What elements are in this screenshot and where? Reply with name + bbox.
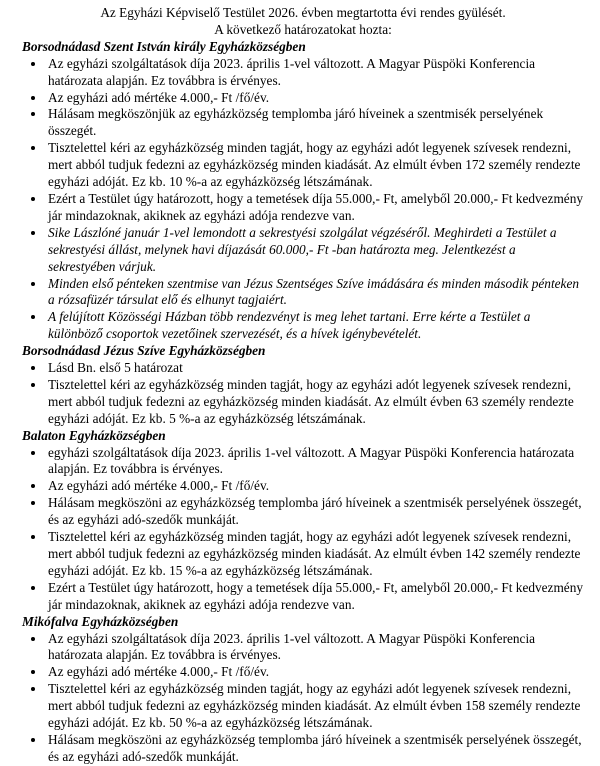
bullet-item: • A felújított Közösségi Házban több rendezvényt is meg lehet tartani. Erre kérte a Testület a különböző csoportok vezetőinek szervezését, és a hívek igénybevételét.: [46, 309, 584, 343]
section-heading: Borsodnádasd Jézus Szíve Egyházközségben: [22, 343, 266, 359]
bullet-item: • Ezért a Testület úgy határozott, hogy a temetések díja 55.000,- Ft, amelyből 20.000,- Ft kedvezmény jár mindazoknak, akiknek az egyházi adója rendezve van.: [46, 191, 584, 225]
bullet-item: • Tisztelettel kéri az egyházközség minden tagját, hogy az egyházi adót legyenek szívesek rendezni, mert abból tudjuk fedezni az egyházközség minden kiadását. Az elmúlt évben 158 személy rendezte egyházi adóját. Ez kb. 50 %-a az egyházközség létszámának.: [46, 681, 584, 732]
bullet-item: • Az egyházi adó mértéke 4.000,- Ft /fő/év.: [46, 90, 584, 107]
document-title: Az Egyházi Képviselő Testület 2026. évben megtartotta évi rendes gyülését.: [100, 5, 506, 20]
document-subtitle: A következő határozatokat hozta:: [214, 21, 392, 37]
bullet-item: • Az egyházi szolgáltatások díja 2023. április 1-vel változott. A Magyar Püspöki Konferencia határozata alapján. Ez továbbra is érvényes.: [46, 56, 584, 90]
bullet-list: [22, 360, 584, 428]
section-heading: Borsodnádasd Szent István király Egyházközségben: [22, 38, 306, 54]
bullet-item: • Hálásam megköszönjük az egyházközség templomba járó híveinek a szentmisék perselyének összegét.: [46, 106, 584, 140]
bullet-item: • Ezért a Testület úgy határozott, hogy a temetések díja 55.000,- Ft, amelyből 20.000,- Ft kedvezmény jár mindazoknak, akiknek az egyházi adója rendezve van.: [46, 580, 584, 614]
bullet-item: • Minden első pénteken szentmise van Jézus Szentséges Szíve imádására és minden második pénteken a rózsafüzér társulat elő és elhunyt tagjaiért.: [46, 276, 584, 310]
section-heading: Balaton Egyházközségben: [22, 427, 166, 443]
bullet-item: • Tisztelettel kéri az egyházközség minden tagját, hogy az egyházi adót legyenek szívesek rendezni, mert abból tudjuk fedezni az egyházközség minden kiadását. Az elmúlt évben 63 személy rendezte egyházi adóját. Ez kb. 5 %-a az egyházközség létszámának.: [46, 377, 584, 428]
document-sections: [22, 39, 584, 766]
section-heading: Mikófalva Egyházközségben: [22, 613, 179, 629]
bullet-item: • Tisztelettel kéri az egyházközség minden tagját, hogy az egyházi adót legyenek szívesek rendezni, mert abból tudjuk fedezni az egyházközség minden kiadását. Az elmúlt évben 142 személy rendezte egyházi adóját. Ez kb. 15 %-a az egyházközség létszámának.: [46, 529, 584, 580]
bullet-item: • Tisztelettel kéri az egyházközség minden tagját, hogy az egyházi adót legyenek szívesek rendezni, mert abból tudjuk fedezni az egyházközség minden kiadását. Az elmúlt évben 172 személy rendezte egyházi adóját. Ez kb. 10 %-a az egyházközség létszámának.: [46, 140, 584, 191]
bullet-list: [22, 445, 584, 614]
bullet-item: • Hálásam megköszöni az egyházközség templomba járó híveinek a szentmisék perselyének összegét, és az egyházi adó-szedők munkáját.: [46, 495, 584, 529]
bullet-list: [22, 631, 584, 766]
bullet-item: • egyházi szolgáltatások díja 2023. április 1-vel változott. A Magyar Püspöki Konferencia határozata alapján. Ez továbbra is érvényes.: [46, 445, 584, 479]
bullet-item: • Az egyházi adó mértéke 4.000,- Ft /fő/év.: [46, 664, 584, 681]
bullet-list: [22, 56, 584, 343]
bullet-item: • Az egyházi szolgáltatások díja 2023. április 1-vel változott. A Magyar Püspöki Konferencia határozata alapján. Ez továbbra is érvényes.: [46, 631, 584, 665]
bullet-item: • Hálásam megköszöni az egyházközség templomba járó híveinek a szentmisék perselyének összegét, és az egyházi adó-szedők munkáját.: [46, 732, 584, 766]
bullet-item: • Lásd Bn. első 5 határozat: [46, 360, 584, 377]
bullet-item: • Sike Lászlóné január 1-vel lemondott a sekrestyési szolgálat végzéséről. Meghirdeti a Testület a sekrestyési állást, melynek havi díjazását 60.000,- Ft -ban határozta meg. Jelentkezést a sekrestyében várjuk.: [46, 225, 584, 276]
bullet-item: • Az egyházi adó mértéke 4.000,- Ft /fő/év.: [46, 478, 584, 495]
